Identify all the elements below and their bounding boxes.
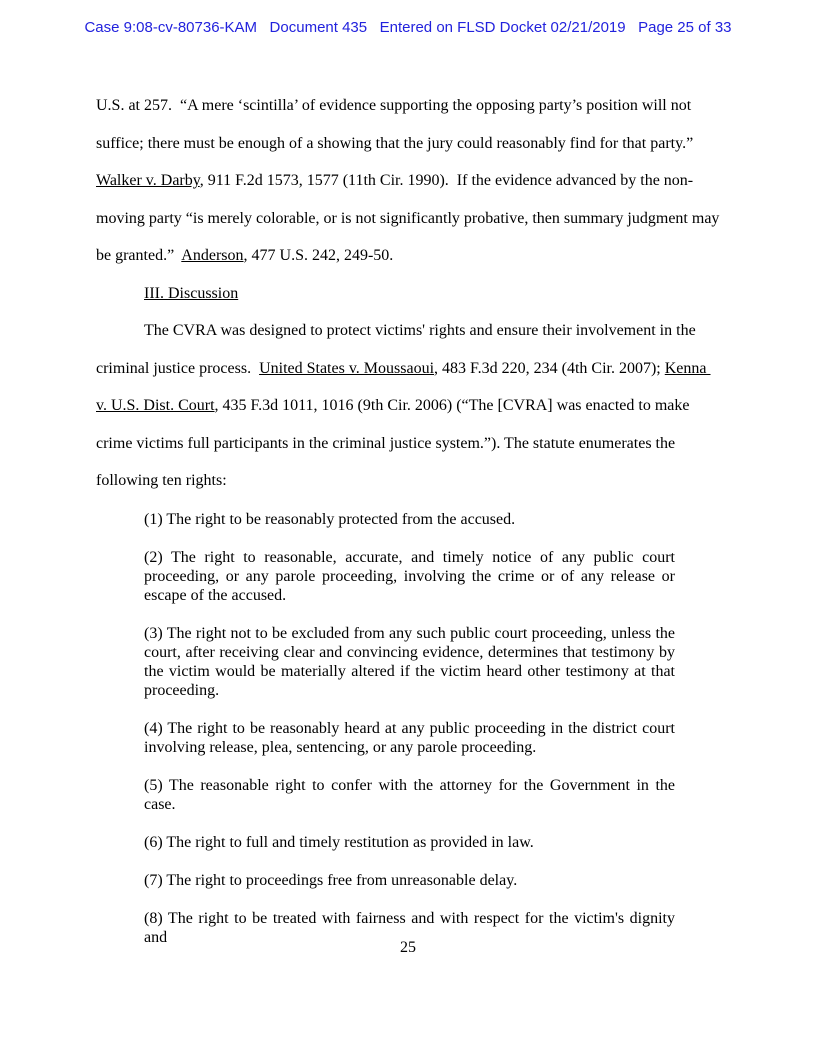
cvra-right-4: (4) The right to be reasonably heard at any public proceeding in the district court involving release, plea, sentencing, or any parole proceeding. [144,719,675,756]
text-run: , 477 U.S. 242, 249-50. [243,247,394,264]
paragraph-summary-judgment [96,87,724,275]
page-number: 25 [400,939,416,956]
document-body [96,87,724,966]
citation-anderson: Anderson [181,247,244,264]
cvra-right-3: (3) The right not to be excluded from any such public court proceeding, unless the court, after receiving clear and convincing evidence, determines that testimony by the victim would be materially altered if the victim heard other testimony at that proceeding. [144,624,675,699]
text-run: , 483 F.3d 220, 234 (4th Cir. 2007); [434,359,665,377]
cvra-right-5: (5) The reasonable right to confer with the attorney for the Government in the case. [144,776,675,813]
citation-moussaoui: United States v. Moussaoui [259,359,435,377]
section-heading-discussion [96,275,720,313]
text-run: , 911 F.2d 1573, 1577 (11th Cir. 1990). If the evidence advanced by the non-moving party “is merely colorable, or is not significantly probative, then summary judgment may be granted.” [96,172,724,264]
text-run: U.S. at 257. “A mere ‘scintilla’ of evidence supporting the opposing party’s position will not suffice; there must be enough of a showing that the jury could reasonably find for that party.” [96,97,701,152]
citation-kenna: Kenna v. U.S. Dist. Court [96,359,711,414]
cvra-right-8: (8) The right to be treated with fairness and with respect for the victim's dignity and [144,909,675,946]
text-run: , 435 F.3d 1011, 1016 (9th Cir. 2006) (“The [CVRA] was enacted to make crime victims full participants in the criminal justice system.”). The statute enumerates the following ten rights: [96,397,694,489]
cvra-right-6: (6) The right to full and timely restitution as provided in law. [144,833,534,851]
case-header: Case 9:08-cv-80736-KAM Document 435 Entered on FLSD Docket 02/21/2019 Page 25 of 33 [84,19,732,36]
section-heading-text: III. Discussion [144,284,239,302]
cvra-right-2: (2) The right to reasonable, accurate, and timely notice of any public court proceeding, or any parole proceeding, involving the crime or of any release or escape of the accused. [144,548,675,604]
text-run: The CVRA was designed to protect victims' rights and ensure their involvement in the criminal justice process. [96,322,700,377]
cvra-right-7: (7) The right to proceedings free from unreasonable delay. [144,871,518,889]
cvra-right-1: (1) The right to be reasonably protected from the accused. [144,510,516,528]
paragraph-cvra [96,312,720,500]
citation-walker-v-darby: Walker v. Darby [96,172,200,189]
